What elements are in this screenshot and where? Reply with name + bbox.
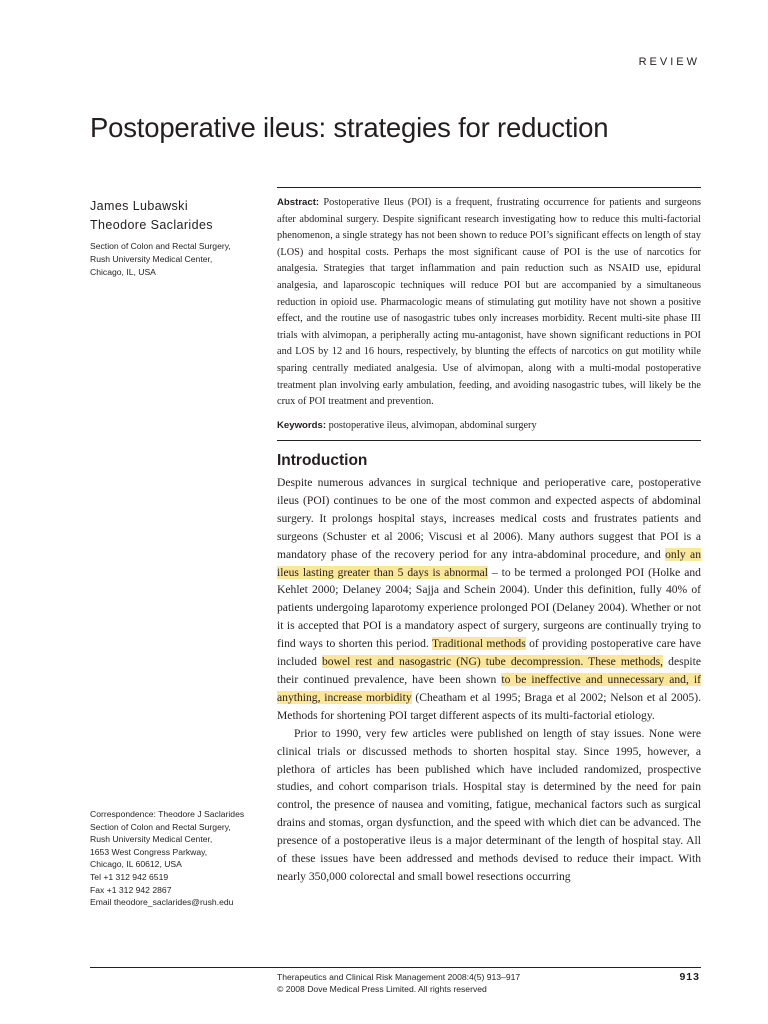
- author-list: [90, 197, 213, 235]
- footer-citation: [277, 971, 520, 996]
- correspondence-line: Rush University Medical Center,: [90, 834, 213, 845]
- abstract-label: Abstract:: [277, 197, 320, 208]
- text-run: Despite numerous advances in surgical technique and perioperative care, postoperative ileus (POI) continues to be one of the most common and expected aspects of abdominal surgery. It prolongs hospital stays, increases medical costs and frustrates patients and surgeons (Schuster et al 2006; Viscusi et al 2006). Many authors suggest that POI is a mandatory phase of the recovery period for any intra-abdominal procedure, and: [277, 476, 701, 561]
- text-run: despite their continued prevalence, have been shown: [277, 655, 701, 686]
- paragraph: Prior to 1990, very few articles were published on length of stay issues. None were clinical trials or discussed methods to shorten hospital stay. Since 1995, however, a plethora of articles has been published which have included randomized, prospective studies, and cohort comparison trials. Hospital stay is determined by the need for pain control, the presence of nausea and vomiting, fatigue, mechanical factors such as surgical drains and stomas, organ dysfunction, and the speed with which diet can be advanced. The presence of a postoperative ileus is a major determinant of the length of hospital stay. All of these issues have been addressed and methods devised to reduce their impact. With nearly 350,000 colorectal and small bowel resections occurring: [277, 726, 701, 883]
- correspondence-block: [90, 808, 244, 909]
- correspondence-line: Section of Colon and Rectal Surgery,: [90, 821, 231, 832]
- footer-rule: [90, 967, 701, 968]
- abstract-top-rule: [277, 187, 701, 188]
- paragraph: [277, 474, 701, 725]
- section-rule: [277, 440, 701, 441]
- journal-citation: Therapeutics and Clinical Risk Management 2008:4(5) 913–917: [277, 972, 521, 982]
- copyright-notice: © 2008 Dove Medical Press Limited. All rights reserved: [277, 984, 487, 995]
- highlighted-text: to be ineffective and unnecessary and, if anything, increase morbidity: [277, 672, 701, 704]
- abstract: [277, 195, 701, 411]
- section-heading-introduction: Introduction: [277, 452, 368, 469]
- keywords-text: postoperative ileus, alvimopan, abdominal surgery: [328, 420, 537, 431]
- author-name: James Lubawski: [90, 199, 189, 213]
- affiliation-line: Rush University Medical Center,: [90, 254, 213, 264]
- affiliation-line: Chicago, IL, USA: [90, 267, 156, 277]
- text-run: (Cheatham et al 1995; Braga et al 2002; Nelson et al 2005). Methods for shortening POI target different aspects of its multi-factorial etiology.: [277, 690, 701, 722]
- highlighted-text: Traditional methods: [431, 637, 526, 651]
- introduction-body: [277, 474, 701, 886]
- text-run: of providing postoperative care have included: [277, 637, 701, 669]
- page-number: 913: [679, 971, 700, 983]
- highlighted-text: only an ileus lasting greater than 5 days is abnormal: [277, 547, 701, 579]
- abstract-text: Postoperative Ileus (POI) is a frequent, frustrating occurrence for patients and surgeons after abdominal surgery. Despite significant research investigating how to reduce this multi-factorial phenomenon, a single strategy has not been shown to reduce POI’s significant effects on length of stay (LOS) and hospital costs. Perhaps the most significant cause of POI is the use of narcotics for analgesia. Strategies that target inflammation and pain reduction such as NSAID use, epidural analgesia, and laparoscopic techniques will reduce POI but are accompanied by a simultaneous reduction in opioid use. Pharmacologic means of stimulating gut motility have not shown a positive effect, and the routine use of nasogastric tubes only increases morbidity. Recent multi-site phase III trials with alvimopan, a peripherally acting mu-antagonist, have shown significant reductions in POI and LOS by 12 and 16 hours, respectively, by blunting the effects of narcotics on gut motility while sparing centrally mediated analgesia. Use of alvimopan, along with a multi-modal postoperative treatment plan involving early ambulation, feeding, and avoiding nasogastric tubes, will likely be the crux of POI treatment and prevention.: [277, 197, 701, 408]
- correspondence-email: Email theodore_saclarides@rush.edu: [90, 897, 234, 908]
- affiliation-line: Section of Colon and Rectal Surgery,: [90, 241, 231, 251]
- correspondence-line: Tel +1 312 942 6519: [90, 871, 169, 882]
- text-run: – to be termed a prolonged POI (Holke and Kehlet 2000; Delaney 2004; Sajja and Schein 2004). Under this definition, fully 40% of patients undergoing laparotomy experience prolonged POI (Delaney 2004). Whether or not it is accepted that POI is a mandatory aspect of surgery, surgeons are continually trying to find ways to shorten this period.: [277, 565, 701, 651]
- keywords-label: Keywords:: [277, 420, 327, 431]
- author-affiliation: [90, 240, 231, 279]
- correspondence-line: Chicago, IL 60612, USA: [90, 859, 182, 870]
- correspondence-line: 1653 West Congress Parkway,: [90, 846, 208, 857]
- keywords: [277, 418, 701, 435]
- highlighted-text: bowel rest and nasogastric (NG) tube decompression. These methods,: [322, 655, 664, 669]
- section-label: REVIEW: [638, 56, 700, 68]
- correspondence-line: Fax +1 312 942 2867: [90, 884, 172, 895]
- author-name: Theodore Saclarides: [90, 218, 213, 232]
- correspondence-line: Correspondence: Theodore J Saclarides: [90, 809, 245, 819]
- article-title: Postoperative ileus: strategies for reduction: [90, 112, 609, 143]
